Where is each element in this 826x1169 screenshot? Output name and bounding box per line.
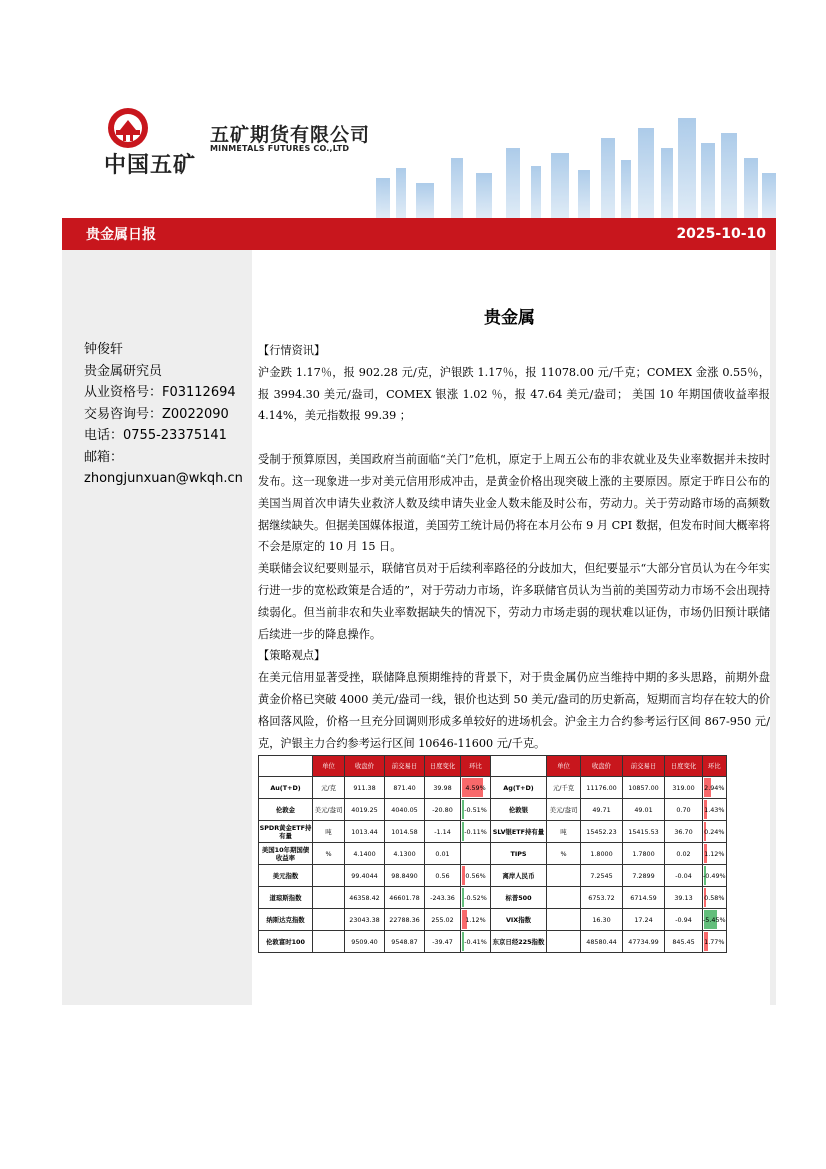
instrument-name-cell: 标普500: [491, 887, 547, 909]
change-percent-cell: 1.43%: [703, 799, 727, 821]
table-cell: [313, 865, 345, 887]
table-cell: 48580.44: [581, 931, 623, 953]
table-cell: -39.47: [425, 931, 461, 953]
table-header-cell: 日度变化: [425, 756, 461, 777]
right-margin-strip: [770, 250, 776, 1005]
section-heading-strategy: 【策略观点】: [258, 649, 326, 663]
table-cell: 1.8000: [581, 843, 623, 865]
author-phone: 电话：0755-23375141: [84, 428, 227, 443]
change-percent-cell: 2.94%: [703, 777, 727, 799]
section-heading-market: 【行情资讯】: [258, 344, 326, 357]
table-cell: 871.40: [385, 777, 425, 799]
table-cell: 845.45: [665, 931, 703, 953]
table-cell: 46601.78: [385, 887, 425, 909]
table-row: [259, 887, 727, 909]
table-cell: 1014.58: [385, 821, 425, 843]
change-percent-cell: 1.77%: [703, 931, 727, 953]
table-cell: 9509.40: [345, 931, 385, 953]
company-name-en: MINMETALS FUTURES CO.,LTD: [210, 144, 350, 153]
change-percent-cell: 0.24%: [703, 821, 727, 843]
table-cell: -0.94: [665, 909, 703, 931]
table-cell: [547, 865, 581, 887]
instrument-name-cell: VIX指数: [491, 909, 547, 931]
author-info: [84, 339, 254, 490]
author-qualification: 从业资格号：F03112694: [84, 385, 236, 400]
instrument-name-cell: 伦敦富时100: [259, 931, 313, 953]
table-cell: 1.7800: [623, 843, 665, 865]
table-cell: [313, 887, 345, 909]
table-cell: 36.70: [665, 821, 703, 843]
paragraph-market-prices: 沪金跌 1.17％，报 902.28 元/克，沪银跌 1.17％，报 11078.00 元/千克；COMEX 金涨 0.55％，报 3994.30 美元/盎司，COMEX 银涨 1.02 ％，报 47.64 美元/盎司； 美国 10 年期国债收益率报 4.14%，美元指数报 99.39 ；: [258, 365, 770, 423]
table-cell: 319.00: [665, 777, 703, 799]
table-row: [259, 843, 727, 865]
table-cell: %: [313, 843, 345, 865]
instrument-name-cell: SLV银ETF持有量: [491, 821, 547, 843]
instrument-name-cell: 东京日经225指数: [491, 931, 547, 953]
author-name: 钟俊轩: [84, 342, 124, 357]
table-cell: 39.98: [425, 777, 461, 799]
minmetals-logo-icon: [106, 106, 150, 150]
table-cell: 4.1300: [385, 843, 425, 865]
change-percent-cell: 1.12%: [461, 909, 491, 931]
paragraph-us-government: 受制于预算原因，美国政府当前面临“关门”危机，原定于上周五公布的非农就业及失业率数据并未按时发布。这一现象进一步对美元信用形成冲击，是黄金价格出现突破上涨的主要原因。原定于昨日公布的美国当周首次申请失业救济人数及续申请失业金人数未能及时公布，劳动力。关于劳动路市场的高频数据继续缺失。但据美国媒体报道，美国劳工统计局仍将在本月公布 9 月 CPI 数据，但发布时间大概率将不会是原定的 10 月 15 日。: [258, 453, 770, 554]
table-cell: 4019.25: [345, 799, 385, 821]
instrument-name-cell: 伦敦金: [259, 799, 313, 821]
table-cell: 99.4044: [345, 865, 385, 887]
table-row: [259, 865, 727, 887]
table-cell: 1013.44: [345, 821, 385, 843]
author-email[interactable]: zhongjunxuan@wkqh.cn: [84, 471, 243, 486]
table-cell: 10857.00: [623, 777, 665, 799]
table-cell: [547, 931, 581, 953]
table-cell: 47734.99: [623, 931, 665, 953]
table-cell: -1.14: [425, 821, 461, 843]
change-percent-cell: -0.11%: [461, 821, 491, 843]
table-header-row: [259, 756, 727, 777]
table-cell: -20.80: [425, 799, 461, 821]
table-cell: 0.56: [425, 865, 461, 887]
table-cell: 0.01: [425, 843, 461, 865]
table-header-cell: 环比: [461, 756, 491, 777]
market-data-table: [258, 755, 727, 953]
table-cell: 元/千克: [547, 777, 581, 799]
instrument-name-cell: Ag(T+D): [491, 777, 547, 799]
table-cell: 吨: [547, 821, 581, 843]
table-header-cell: 单位: [547, 756, 581, 777]
company-name-cn: 五矿期货有限公司: [210, 124, 371, 146]
table-cell: -243.36: [425, 887, 461, 909]
table-cell: [313, 931, 345, 953]
instrument-name-cell: 道琼斯指数: [259, 887, 313, 909]
report-body: [258, 340, 770, 754]
table-cell: 9548.87: [385, 931, 425, 953]
table-row: [259, 909, 727, 931]
change-percent-cell: -0.52%: [461, 887, 491, 909]
change-percent-cell: 1.12%: [703, 843, 727, 865]
change-percent-cell: -0.49%: [703, 865, 727, 887]
table-header-cell: 日度变化: [665, 756, 703, 777]
table-header-cell: 环比: [703, 756, 727, 777]
table-cell: 4.1400: [345, 843, 385, 865]
table-cell: 元/克: [313, 777, 345, 799]
table-header-cell: 收盘价: [581, 756, 623, 777]
table-cell: 17.24: [623, 909, 665, 931]
page-title: 贵金属: [484, 308, 535, 328]
table-cell: 15415.53: [623, 821, 665, 843]
table-cell: 7.2899: [623, 865, 665, 887]
table-cell: 11176.00: [581, 777, 623, 799]
change-percent-cell: -0.41%: [461, 931, 491, 953]
brand-name-cn: 中国五矿: [104, 153, 197, 178]
instrument-name-cell: 纳斯达克指数: [259, 909, 313, 931]
table-row: [259, 799, 727, 821]
table-cell: 49.71: [581, 799, 623, 821]
table-row: [259, 931, 727, 953]
table-cell: %: [547, 843, 581, 865]
change-percent-cell: -0.51%: [461, 799, 491, 821]
instrument-name-cell: Au(T+D): [259, 777, 313, 799]
table-cell: 49.01: [623, 799, 665, 821]
header-blank-cell: [259, 756, 313, 777]
table-cell: 15452.23: [581, 821, 623, 843]
paragraph-strategy: 在美元信用显著受挫，联储降息预期维持的背景下，对于贵金属仍应当维持中期的多头思路，前期外盘黄金价格已突破 4000 美元/盎司一线，银价也达到 50 美元/盎司的历史新高，短期而言均存在较大的价格回落风险，价格一旦充分回调则形成多单较好的进场机会。沪金主力合约参考运行区间 867-950 元/克，沪银主力合约参考运行区间 10646-11600 元/千克。: [258, 671, 770, 750]
author-role: 贵金属研究员: [84, 363, 163, 379]
table-cell: 7.2545: [581, 865, 623, 887]
report-date: 2025-10-10: [676, 226, 766, 242]
table-cell: 美元/盎司: [313, 799, 345, 821]
table-cell: 98.8490: [385, 865, 425, 887]
instrument-name-cell: 离岸人民币: [491, 865, 547, 887]
table-cell: 911.38: [345, 777, 385, 799]
table-cell: [547, 909, 581, 931]
change-percent-cell: 0.56%: [461, 865, 491, 887]
table-cell: 22788.36: [385, 909, 425, 931]
table-cell: 46358.42: [345, 887, 385, 909]
table-cell: 0.70: [665, 799, 703, 821]
table-header-cell: 单位: [313, 756, 345, 777]
instrument-name-cell: 美元指数: [259, 865, 313, 887]
change-percent-cell: 0.58%: [703, 887, 727, 909]
change-percent-cell: -5.45%: [703, 909, 727, 931]
table-cell: 0.02: [665, 843, 703, 865]
table-cell: [313, 909, 345, 931]
instrument-name-cell: TIPS: [491, 843, 547, 865]
report-header: [62, 96, 776, 218]
table-header-cell: 前交易日: [623, 756, 665, 777]
paragraph-fed-minutes: 美联储会议纪要则显示，联储官员对于后续利率路径的分歧加大，但纪要显示“大部分官员认为在今年实行进一步的宽松政策是合适的”，对于劳动力市场，许多联储官员认为当前的美国劳动力市场不会出现持续弱化。但当前非农和失业率数据缺失的情况下，劳动力市场走弱的现状难以证伪，市场仍旧预计联储后续进一步的降息操作。: [258, 562, 770, 641]
table-cell: 6714.59: [623, 887, 665, 909]
table-cell: 39.13: [665, 887, 703, 909]
table-cell: 255.02: [425, 909, 461, 931]
header-blank-cell: [491, 756, 547, 777]
table-row: [259, 777, 727, 799]
table-cell: 23043.38: [345, 909, 385, 931]
instrument-name-cell: 伦敦银: [491, 799, 547, 821]
table-cell: -0.04: [665, 865, 703, 887]
table-cell: 16.30: [581, 909, 623, 931]
table-cell: 美元/盎司: [547, 799, 581, 821]
city-skyline-image: [356, 98, 776, 218]
instrument-name-cell: 美国10年期国债收益率: [259, 843, 313, 865]
table-cell: 4040.05: [385, 799, 425, 821]
table-header-cell: 前交易日: [385, 756, 425, 777]
author-consult-number: 交易咨询号：Z0022090: [84, 406, 229, 422]
table-cell: 6753.72: [581, 887, 623, 909]
author-email-label: 邮箱：: [84, 449, 124, 465]
table-header-cell: 收盘价: [345, 756, 385, 777]
report-title-bar: [62, 218, 776, 250]
instrument-name-cell: SPDR黄金ETF持有量: [259, 821, 313, 843]
report-name: 贵金属日报: [86, 227, 156, 243]
table-cell: [547, 887, 581, 909]
change-percent-cell: [461, 843, 491, 865]
table-row: [259, 821, 727, 843]
table-cell: 吨: [313, 821, 345, 843]
change-percent-cell: 4.59%: [461, 777, 491, 799]
